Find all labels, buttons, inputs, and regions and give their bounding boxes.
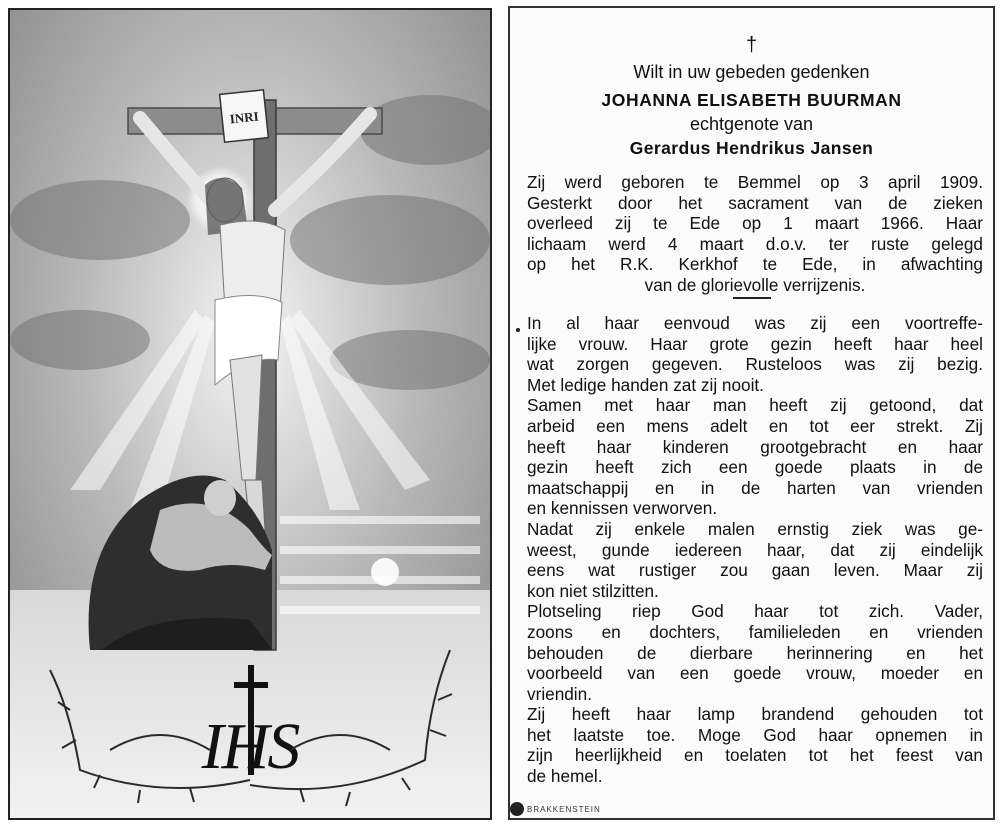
devotional-image-card (8, 8, 492, 820)
bio-line: overleed zij te Ede op 1 maart 1966. Haar (527, 213, 983, 234)
tribute-line: Zij heeft haar lamp brandend gehouden tot (527, 704, 983, 725)
tribute-line: Plotseling riep God haar tot zich. Vader, (527, 601, 983, 622)
tribute-line: voorbeeld van een goede vrouw, moeder en (527, 663, 983, 684)
ihs-text: IHS (201, 710, 299, 783)
memorial-text-card (508, 6, 995, 820)
intro-line: Wilt in uw gebeden gedenken (633, 62, 870, 82)
tribute-line: maatschappij en in de harten van vrienden (527, 477, 983, 498)
tribute-line: en kennissen verworven. (527, 498, 718, 519)
bio-line: Gesterkt door het sacrament van de zieken (527, 192, 983, 213)
tribute-line: zijn heerlijkheid en toelaten tot het feest van (527, 745, 983, 766)
inri-plaque (220, 90, 269, 142)
tribute-line: Nadat zij enkele malen ernstig ziek was ge- (527, 518, 983, 539)
tribute-line: Samen met haar man heeft zij getoond, dat (527, 395, 983, 416)
printer-logo-icon (510, 802, 524, 816)
printer-mark (510, 802, 601, 816)
tribute-line: kon niet stilzitten. (527, 580, 659, 601)
tribute-line: Met ledige handen zat zij nooit. (527, 374, 764, 395)
bio-line: Zij werd geboren te Bemmel op 3 april 1909. (527, 172, 983, 192)
tribute-line: wat zorgen gegeven. Rusteloos was zij bezig. (527, 354, 983, 375)
spouse-label: echtgenote van (689, 114, 814, 134)
bio-line: van de glorievolle verrijzenis. (644, 274, 866, 295)
cross-symbol: † (745, 34, 758, 56)
bio-line: op het R.K. Kerkhof te Ede, in afwachting (527, 254, 983, 275)
crucifixion-illustration (10, 10, 490, 818)
bio-line: lichaam werd 4 maart d.o.v. ter ruste gelegd (527, 233, 983, 254)
tribute-line: zoons en dochters, familieleden en vrienden (527, 621, 983, 642)
inri-text: INRI (228, 108, 260, 127)
tribute-line: behouden de dierbare herinnering en het (527, 642, 983, 663)
tribute-line: heeft haar kinderen grootgebracht en haar (527, 436, 983, 457)
tribute-line: weest, gunde iedereen haar, dat zij eindelijk (527, 539, 983, 560)
tribute-line: In al haar eenvoud was zij een voortreffe- (527, 313, 983, 333)
biography-paragraph (527, 172, 983, 296)
tribute-text (527, 313, 983, 787)
tribute-line: arbeid een mens adelt en tot eer strekt. Zij (527, 415, 983, 436)
tribute-line: de hemel. (527, 766, 603, 787)
deceased-name: JOHANNA ELISABETH BUURMAN (601, 90, 902, 110)
tribute-line: gezin heeft zich een goede plaats in de (527, 457, 983, 478)
tribute-line: lijke vrouw. Haar grote gezin heeft haar heel (527, 333, 983, 354)
sun-disc (371, 558, 399, 586)
tribute-line: eens wat rustiger zou gaan leven. Maar zij (527, 560, 983, 581)
tribute-line: vriendin. (527, 683, 592, 704)
spouse-name: Gerardus Hendrikus Jansen (629, 138, 874, 158)
margin-dot (516, 328, 520, 332)
printer-name: BRAKKENSTEIN (527, 804, 601, 814)
section-divider (733, 297, 771, 299)
tribute-line: het laatste toe. Moge God haar opnemen in (527, 724, 983, 745)
